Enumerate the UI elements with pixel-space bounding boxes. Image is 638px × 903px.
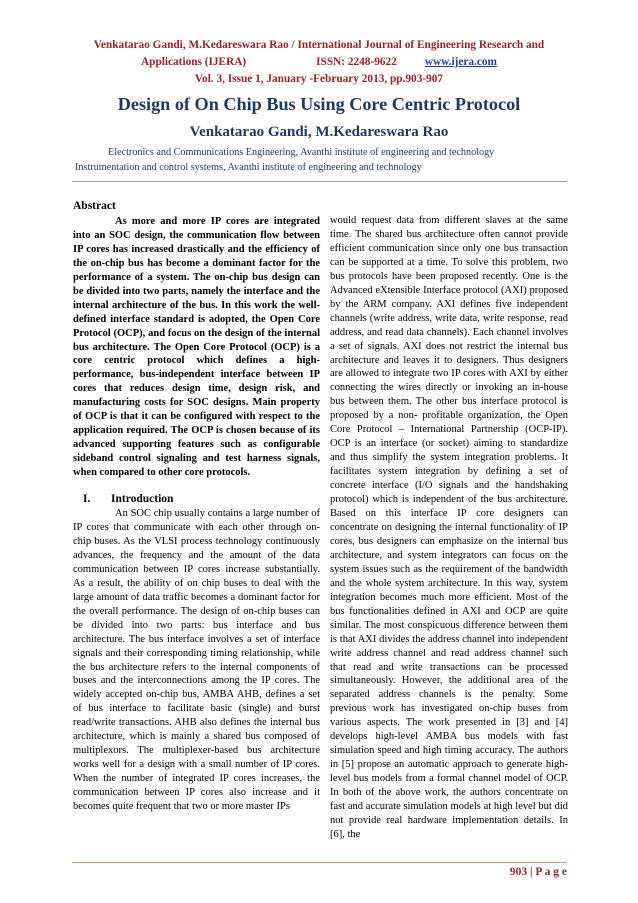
affiliations [75, 146, 580, 175]
introduction-body: An SOC chip usually contains a large number of IP cores that communicate with each other through on-chip buses. As the VLSI process technology continuously advances, the frequency and the amount of the data communication between IP cores increase substantially. As a result, the ability of on chip buses to deal with the large amount of data traffic becomes a dominant factor for the overall performance. The design of on-chip buses can be divided into two parts: bus interface and bus architecture. The bus interface involves a set of interface signals and their corresponding timing relationship, while the bus architecture refers to the internal components of buses and the interconnections among the IP cores. The widely accepted on-chip bus, AMBA AHB, defines a set of bus interface to facilitate basic (single) and burst read/write transactions. AHB also defines the internal bus architecture, which is mainly a shared bus composed of multiplexors. The multiplexer-based bus architecture works well for a design with a small number of IP cores. When the number of integrated IP cores increases, the communication between IP cores also increase and it becomes quite frequent that two or more master IPs [73, 508, 320, 813]
page-number: 903 | P a g e [509, 866, 567, 878]
journal-url-link[interactable]: www.ijera.com [424, 56, 497, 68]
left-column [73, 200, 320, 814]
abstract-body: As more and more IP cores are integrated into an SOC design, the communication flow between IP cores has increased drastically and the efficiency of the on-chip bus has become a dominant factor for the performance of a system. The on-chip bus design can be divided into two parts, namely the interface and the internal architecture of the bus. In this work the well-defined interface standard is adopted, the Open Core Protocol (OCP), and focus on the design of the internal bus architecture. The Open Core Protocol (OCP) is a core centric protocol which defines a high- performance, bus-independent interface between IP cores that reduces design time, design risk, and manufacturing costs for SOC designs. Main property of OCP is that it can be configured with respect to the application required. The OCP is chosen because of its advanced supporting features such as configurable sideband control signaling and test harness signals, when compared to other core protocols. [73, 215, 320, 479]
footer-divider [72, 862, 567, 863]
header-divider [72, 181, 567, 182]
section-title: Introduction [111, 493, 174, 506]
section-heading-introduction [73, 493, 320, 507]
header-line-1: Venkatarao Gandi, M.Kedareswara Rao / International Journal of Engineering Research and [93, 39, 545, 51]
header-volume: Vol. 3, Issue 1, January -February 2013, pp.903-907 [194, 73, 444, 85]
right-column [330, 214, 568, 842]
header-line-2 [60, 54, 578, 71]
paper-title: Design of On Chip Bus Using Core Centric Protocol [117, 94, 521, 114]
paper-authors: Venkatarao Gandi, M.Kedareswara Rao [189, 124, 449, 140]
affiliation-line-2: Instrumentation and control systems, Avanthi institute of engineering and technology [75, 161, 422, 173]
section-number: I. [83, 493, 91, 506]
abstract-heading: Abstract [73, 200, 116, 212]
issn: ISSN: 2248-9622 [316, 56, 397, 68]
affiliation-line-1: Electronics and Communications Engineering, Avanthi institute of engineering and technology [108, 147, 495, 158]
journal-name: Applications (IJERA) [141, 56, 247, 68]
journal-header [60, 37, 578, 88]
right-column-body: would request data from different slaves at the same time. The shared bus architecture often cannot provide efficient communication since only one bus transaction can be supported at a time. To solve this problem, two bus protocols have been proposed recently. One is the Advanced eXtensible Interface protocol (AXI) proposed by the ARM company. AXI defines five independent channels (write address, write data, write response, read address, and read data channels). Each channel involves a set of signals. AXI does not restrict the internal bus architecture and leaves it to designers. Thus designers are allowed to integrate two IP cores with AXI by either connecting the wires directly or invoking an in-house bus between them. The other bus interface protocol is proposed by a non- profitable organization, the Open Core Protocol – International Partnership (OCP-IP). OCP is an interface (or socket) aiming to standardize and thus simplify the system integration problems. It facilitates system integration by defining a set of concrete interface (I/O signals and the handshaking protocol) which is independent of the bus architecture. Based on this interface IP core designers can concentrate on designing the internal functionality of IP cores, bus designers can emphasize on the internal bus architecture, and system integrators can focus on the system issues such as the requirement of the bandwidth and the whole system architecture. In this way, system integration becomes much more efficient. Most of the bus functionalities defined in AXI and OCP are quite similar. The most conspicuous difference between them is that AXI divides the address channel into independent write address channel and read address channel such that read and write transactions can be processed simultaneously. However, the additional area of the separated address channels is the penalty. Some previous work has investigated on-chip buses from various aspects. The work presented in [3] and [4] develops high-level AMBA bus models with fast simulation speed and high timing accuracy. The authors in [5] propose an automatic approach to generate high-level bus models from a formal channel model of OCP. In both of the above work, the authors concentrate on fast and accurate simulation models at high level but did not provide real hardware implementation details. In [6], the [330, 215, 568, 840]
